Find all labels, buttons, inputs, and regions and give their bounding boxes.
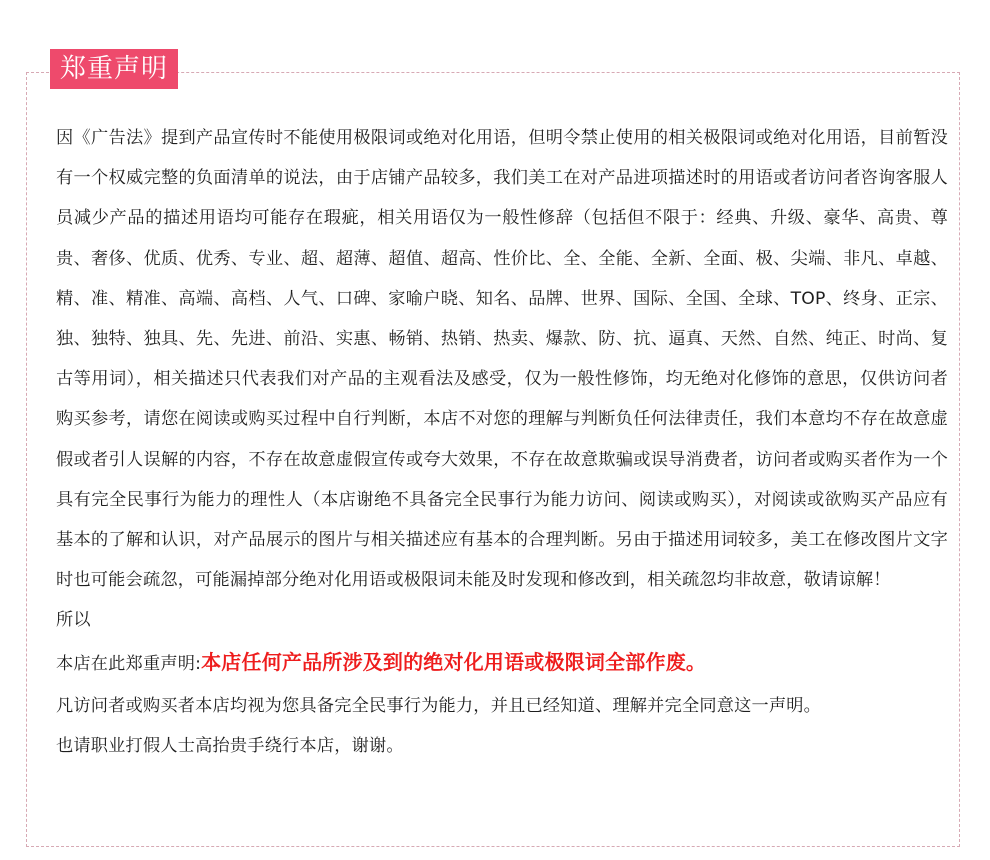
statement-title: 郑重声明 (50, 49, 178, 89)
declaration-line (56, 640, 948, 686)
statement-content (56, 118, 948, 766)
statement-paragraph: 因《广告法》提到产品宣传时不能使用极限词或绝对化用语，但明令禁止使用的相关极限词或绝对化用语，目前暂没有一个权威完整的负面清单的说法，由于店铺产品较多，我们美工在对产品进项描述时的用语或者访问者咨询客服人员减少产品的描述用语均可能存在瑕疵，相关用语仅为一般性修辞（包括但不限于：经典、升级、豪华、高贵、尊贵、奢侈、优质、优秀、专业、超、超薄、超值、超高、性价比、全、全能、全新、全面、极、尖端、非凡、卓越、精、准、精准、高端、高档、人气、口碑、家喻户晓、知名、品牌、世界、国际、全国、全球、TOP、终身、正宗、独、独特、独具、先、先进、前沿、实惠、畅销、热销、热卖、爆款、防、抗、逼真、天然、自然、纯正、时尚、复古等用词），相关描述只代表我们对产品的主观看法及感受，仅为一般性修饰，均无绝对化修饰的意思，仅供访问者购买参考，请您在阅读或购买过程中自行判断，本店不对您的理解与判断负任何法律责任，我们本意均不存在故意虚假或者引人误解的内容，不存在故意虚假宣传或夸大效果，不存在故意欺骗或误导消费者，访问者或购买者作为一个具有完全民事行为能力的理性人（本店谢绝不具备完全民事行为能力访问、阅读或购买），对阅读或欲购买产品应有基本的了解和认识，对产品展示的图片与相关描述应有基本的合理判断。另由于描述用词较多，美工在修改图片文字时也可能会疏忽，可能漏掉部分绝对化用语或极限词未能及时发现和修改到，相关疏忽均非故意，敬请谅解！ (56, 128, 948, 591)
declaration-highlight: 本店任何产品所涉及到的绝对化用语或极限词全部作废。 (201, 650, 707, 675)
thanks-line: 也请职业打假人士高抬贵手绕行本店，谢谢。 (56, 736, 404, 757)
so-line: 所以 (56, 610, 91, 631)
declaration-prefix: 本店在此郑重声明: (56, 654, 202, 675)
consent-line: 凡访问者或购买者本店均视为您具备完全民事行为能力，并且已经知道、理解并完全同意这一声明。 (56, 696, 822, 717)
